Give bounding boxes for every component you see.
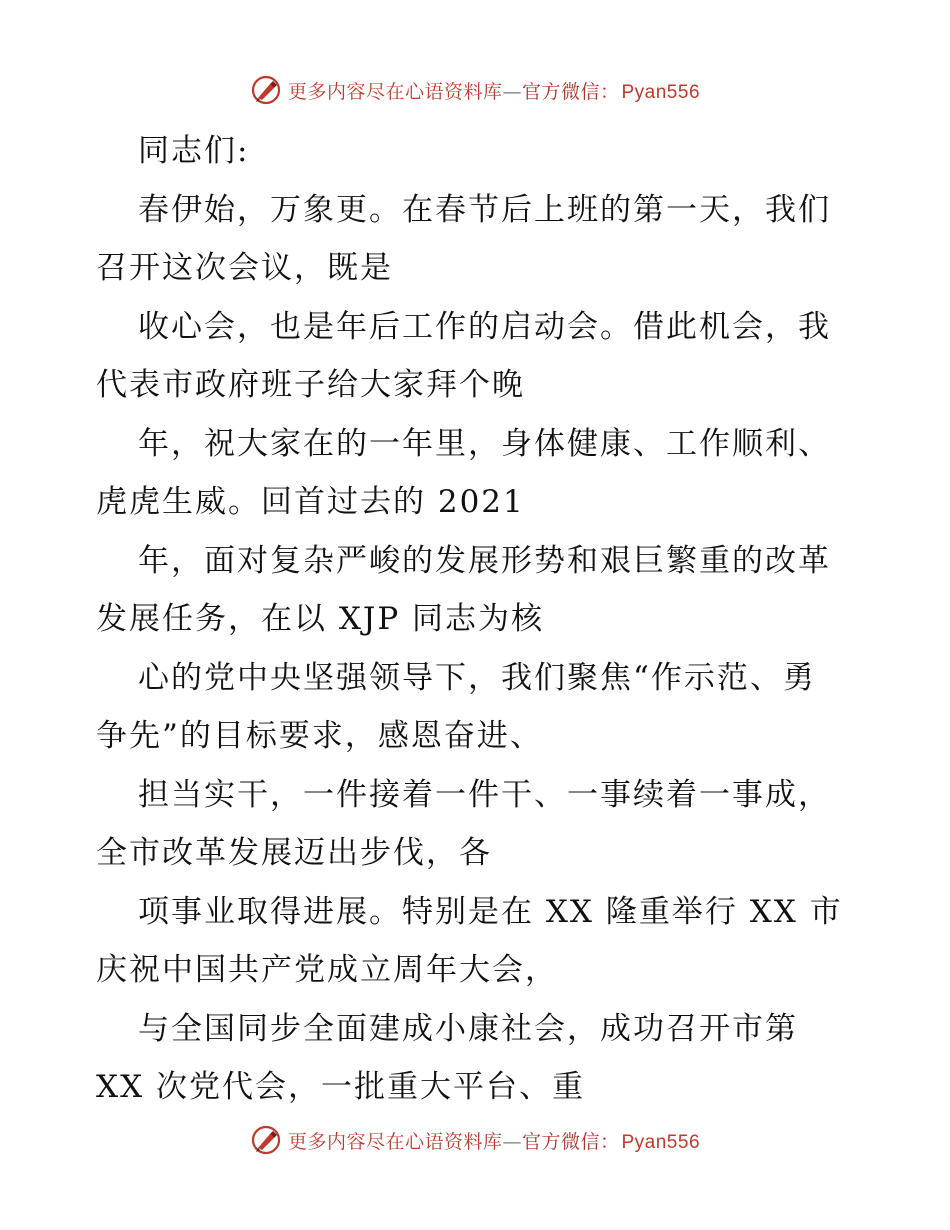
body-line: 心的党中央坚强领导下，我们聚焦“作示范、勇: [138, 659, 816, 696]
body-line: 全市改革发展迈出步伐，各: [96, 835, 492, 871]
body-line: XX 次党代会，一批重大平台、重: [96, 1069, 585, 1105]
body-line: 代表市政府班子给大家拜个晚: [96, 367, 525, 403]
body-line: 年，祝大家在的一年里，身体健康、工作顺利、: [138, 425, 831, 462]
body-line: 争先”的目标要求，感恩奋进、: [96, 718, 543, 754]
body-line: 年，面对复杂严峻的发展形势和艰巨繁重的改革: [138, 542, 831, 579]
footer-banner: [0, 1120, 950, 1160]
header-banner-inner: [250, 74, 700, 106]
footer-wechat-id: Pyan556: [621, 1131, 701, 1153]
body-line: 召开这次会议，既是: [96, 250, 393, 286]
body-line: 发展任务，在以 XJP 同志为核: [96, 601, 545, 637]
body-line: 与全国同步全面建成小康社会，成功召开市第: [138, 1010, 798, 1047]
body-line-greeting: 同志们:: [138, 133, 250, 169]
header-banner: [0, 70, 950, 110]
header-separator: —: [502, 80, 522, 103]
footer-banner-inner: [250, 1124, 700, 1156]
footer-banner-text: [288, 1127, 700, 1154]
document-body: [96, 122, 856, 1117]
footer-wechat-label: 官方微信：: [521, 1130, 620, 1153]
pen-logo-icon: [250, 1124, 282, 1156]
body-line: 虎虎生威。回首过去的 2021: [96, 484, 525, 520]
body-line: 项事业取得进展。特别是在 XX 隆重举行 XX 市: [138, 893, 843, 930]
body-line: 担当实干，一件接着一件干、一事续着一事成，: [138, 776, 831, 813]
footer-promo-text: 更多内容尽在心语资料库: [287, 1130, 503, 1153]
body-line: 春伊始，万象更。在春节后上班的第一天，我们: [138, 191, 831, 228]
body-line: 庆祝中国共产党成立周年大会，: [96, 952, 558, 988]
pen-logo-icon: [250, 74, 282, 106]
header-promo-text: 更多内容尽在心语资料库: [287, 80, 503, 103]
header-wechat-label: 官方微信：: [521, 80, 620, 103]
header-wechat-id: Pyan556: [621, 81, 701, 103]
header-banner-text: [288, 77, 700, 104]
body-line: 收心会，也是年后工作的启动会。借此机会，我: [138, 308, 831, 345]
footer-separator: —: [502, 1130, 522, 1153]
